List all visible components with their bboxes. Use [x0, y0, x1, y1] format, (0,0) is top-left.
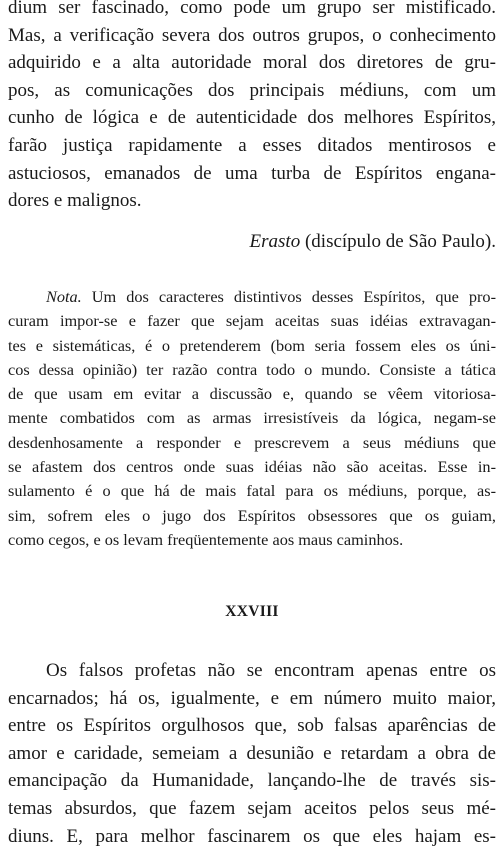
paragraph-line: diuns. E, para melhor fascinarem os que eles hajam es-	[8, 825, 496, 847]
section-heading: XXVIII	[225, 603, 279, 620]
paragraph-section	[8, 657, 496, 850]
paragraph-line: entre os Espíritos orgulhosos que, sob falsas aparências de	[8, 715, 496, 737]
paragraph-line: astuciosos, emanados de uma turba de Espíritos engana-	[8, 162, 496, 184]
paragraph-line: temas absurdos, que fazem sejam aceitos pelos seus mé-	[8, 797, 496, 819]
paragraph-line: pos, as comunicações dos principais médiuns, com um	[8, 79, 496, 101]
paragraph-line: dium ser fascinado, como pode um grupo ser mistificado.	[8, 0, 496, 18]
paragraph-line: farão justiça rapidamente a esses ditados mentirosos e	[8, 134, 496, 156]
note-line: cos dessa opinião) ter razão contra todo o mundo. Consiste a tática	[8, 359, 496, 379]
note-line: desdenhosamente a responder e prescrevem a seus médiuns que	[8, 432, 496, 452]
signature-author: Erasto	[249, 231, 301, 252]
note-line: sulamento é o que há de mais fatal para os médiuns, porque, as-	[8, 481, 496, 501]
note-first-line-text: Um dos caracteres distintivos desses Espíritos, que pro-	[81, 287, 496, 306]
signature-line	[8, 228, 496, 256]
note-line: se afastem dos centros onde suas idéias não são aceitas. Esse in-	[8, 457, 496, 477]
paragraph-line: emancipação da Humanidade, lançando-lhe de través sis-	[8, 770, 496, 792]
note-line	[8, 285, 496, 309]
note-line: de que usam em evitar a discussão e, quando se vêem vitoriosa-	[8, 384, 496, 404]
paragraph-line: Mas, a verificação severa dos outros grupos, o conhecimento	[8, 24, 496, 46]
note-block	[8, 285, 496, 552]
paragraph-line: Os falsos profetas não se encontram apenas entre os	[46, 660, 496, 681]
paragraph-line: dores e malignos.	[8, 190, 142, 212]
note-line: curam impor-se e fazer que sejam aceitas suas idéias extravagan-	[8, 311, 496, 331]
paragraph-line: encarnados; há os, igualmente, e em número muito maior,	[8, 687, 496, 709]
note-line: como cegos, e os levam freqüentemente aos maus caminhos.	[8, 529, 404, 549]
paragraph-line: adquirido e a alta autoridade moral dos diretores de gru-	[8, 52, 496, 74]
note-label: Nota.	[46, 287, 82, 306]
note-line: tes e sistemáticas, é o pretenderem (bom seria fossem eles os úni-	[8, 335, 496, 355]
note-line: mente combatidos com as armas irresistíveis da lógica, negam-se	[8, 408, 496, 428]
signature-detail: (discípulo de São Paulo).	[300, 231, 496, 252]
signature	[8, 228, 496, 256]
paragraph-continuation	[8, 0, 496, 215]
paragraph-line: amor e caridade, semeiam a desunião e retardam a obra de	[8, 742, 496, 764]
note-line: sim, sofrem eles o jugo dos Espíritos obsessores que os guiam,	[8, 505, 496, 525]
paragraph-line: cunho de lógica e de autenticidade dos melhores Espíritos,	[8, 107, 496, 129]
